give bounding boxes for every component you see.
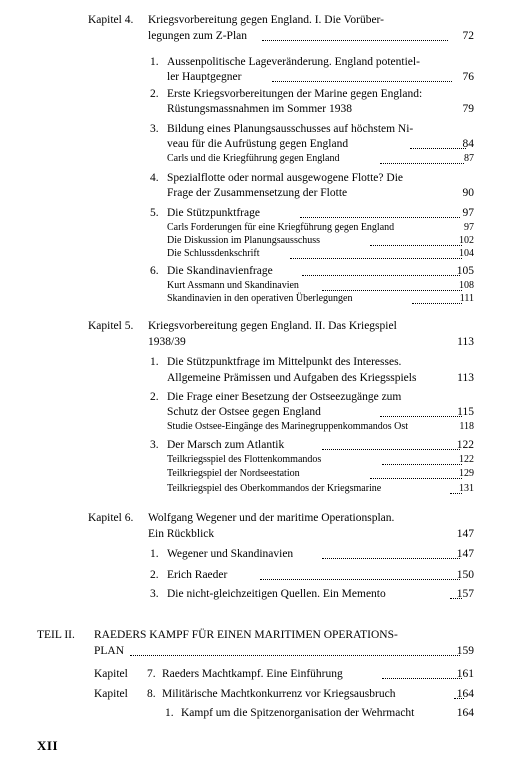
dot-leader [322, 548, 460, 559]
toc-entry: 2. Erich Raeder 150 [150, 569, 474, 581]
toc-entry: 1. Wegener und Skandinavien 147 [150, 548, 474, 560]
toc-entry: 3. Bildung eines Planungsausschusses auf höchstem Ni- [150, 123, 414, 135]
toc-entry: 5. Die Stützpunktfrage 97 [150, 207, 474, 219]
page-number: 113 [457, 336, 474, 348]
chapter-title: Wolfgang Wegener und der maritime Operationsplan. [148, 512, 395, 524]
page-number: 159 [456, 645, 474, 657]
part-label: TEIL II. [37, 629, 75, 641]
page-number: 147 [456, 528, 474, 540]
dot-leader [300, 207, 460, 218]
toc-entry: 6. Die Skandinavienfrage 105 [150, 265, 474, 277]
toc-entry: 1. Aussenpolitische Lageveränderung. England potentiel- [150, 56, 420, 68]
dot-leader [260, 569, 460, 580]
dot-leader [290, 248, 462, 259]
dot-leader [322, 280, 462, 291]
toc-subentry: Carls Forderungen für eine Kriegführung gegen England 97 [167, 222, 474, 233]
toc-entry: 4. Spezialflotte oder normal ausgewogene Flotte? Die [150, 172, 403, 184]
toc-entry: 3. Der Marsch zum Atlantik 122 [150, 439, 474, 451]
toc-subentry: Teilkriegspiel der Nordseestation 129 [167, 468, 474, 479]
dot-leader [370, 468, 462, 479]
chapter-title-cont: 1938/39 [148, 336, 186, 348]
dot-leader [410, 138, 466, 149]
part-title-cont: PLAN [94, 645, 125, 657]
toc-entry: Kapitel 7. Raeders Machtkampf. Eine Einführung 161 [94, 668, 474, 680]
chapter-title: Kriegsvorbereitung gegen England. II. Das Kriegspiel [148, 320, 397, 332]
dot-leader [272, 71, 452, 82]
toc-subentry: Teilkriegsspiel des Flottenkommandos 122 [167, 454, 474, 465]
dot-leader [412, 293, 462, 304]
toc-subentry: 1. Kampf um die Spitzenorganisation der Wehrmacht 164 [165, 707, 474, 719]
dot-leader [302, 265, 460, 276]
toc-subentry: Die Diskussion im Planungsausschuss 102 [167, 235, 474, 246]
chapter-title: Kriegsvorbereitung gegen England. I. Die Vorüber- [148, 14, 384, 26]
dot-leader [370, 235, 462, 246]
chapter-label: Kapitel 6. [88, 512, 134, 524]
toc-entry: 3. Die nicht-gleichzeitigen Quellen. Ein Memento 157 [150, 588, 474, 600]
dot-leader [382, 668, 462, 679]
toc-subentry: Die Schlussdenkschrift 104 [167, 248, 474, 259]
toc-entry: Kapitel 8. Militärische Machtkonkurrenz vor Kriegsausbruch 164 [94, 688, 474, 700]
part-title: RAEDERS KAMPF FÜR EINEN MARITIMEN OPERATIONS- [94, 629, 398, 641]
chapter-5-heading [0, 318, 532, 334]
chapter-title-cont: Ein Rückblick [148, 528, 215, 540]
chapter-6-heading [0, 510, 532, 526]
chapter-title-cont: legungen zum Z-Plan [148, 30, 248, 42]
dot-leader [382, 454, 462, 465]
toc-entry: 2. Die Frage einer Besetzung der Ostseezugänge zum [150, 391, 402, 403]
page-number: 72 [462, 30, 474, 42]
toc-entry: 1. Die Stützpunktfrage im Mittelpunkt des Interesses. [150, 356, 402, 368]
part-2-heading [0, 627, 532, 643]
roman-page-number: XII [37, 738, 59, 753]
toc-entry: 2. Erste Kriegsvorbereitungen der Marine gegen England: [150, 88, 423, 100]
toc-subentry: Teilkriegspiel des Oberkommandos der Kriegsmarine 131 [167, 483, 474, 494]
toc-subentry: Skandinavien in den operativen Überlegungen 111 [167, 293, 474, 304]
dot-leader [130, 645, 460, 656]
chapter-4-heading [0, 12, 532, 28]
dot-leader [322, 439, 460, 450]
dot-leader [262, 30, 448, 41]
toc-subentry: Studie Ostsee-Eingänge des Marinegruppenkommandos Ost 118 [167, 421, 474, 432]
toc-subentry: Carls und die Kriegführung gegen England 87 [167, 153, 474, 164]
toc-subentry: Kurt Assmann und Skandinavien 108 [167, 280, 474, 291]
dot-leader [380, 153, 464, 164]
chapter-label: Kapitel 5. [88, 320, 134, 332]
chapter-label: Kapitel 4. [88, 14, 134, 26]
dot-leader [380, 406, 462, 417]
